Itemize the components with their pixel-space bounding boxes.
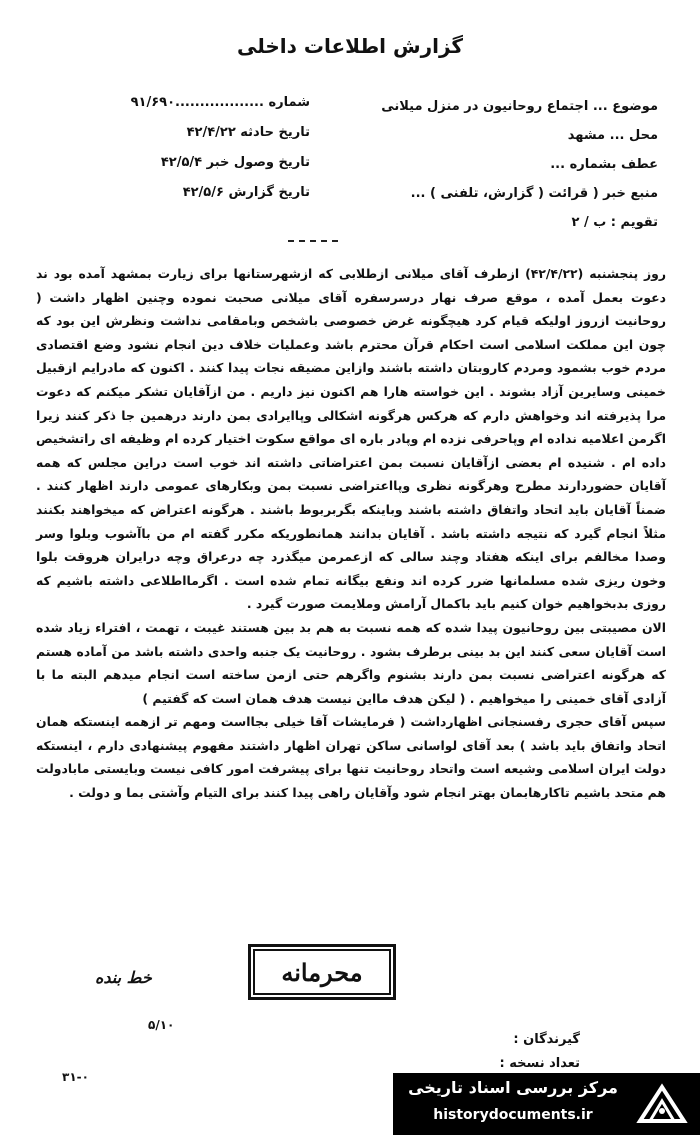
archive-logo-icon — [632, 1079, 692, 1129]
meta-reference: عطف بشماره ... — [550, 157, 658, 172]
copies-label: تعداد نسخه : — [499, 1056, 580, 1071]
meta-received-date: تاریخ وصول خبر ۴۲/۵/۴ — [160, 155, 310, 170]
meta-incident-date: تاریخ حادثه ۴۲/۴/۲۲ — [186, 125, 310, 140]
meta-place: محل ... مشهد — [567, 128, 658, 143]
report-body — [36, 262, 666, 805]
page-mark: ۵/۱۰ — [148, 1018, 175, 1032]
code-mark: ۳۱-۰ — [62, 1070, 89, 1084]
watermark-banner — [393, 1073, 700, 1135]
meta-report-date: تاریخ گزارش ۴۲/۵/۶ — [182, 185, 310, 200]
handwritten-signature: خط بنده — [95, 968, 152, 987]
meta-source: منبع خبر ( قرائت ( گزارش، تلفنی ) ... — [410, 186, 658, 201]
confidential-stamp — [248, 944, 396, 1000]
body-paragraph-3: سپس آقای حجری رفسنجانی اظهارداشت ( فرمایشات آقا خیلی بجااست ومهم تر ازهمه اینستکه همان اتحاد واتفاق باید باشد ) بعد آقای لواسانی ساکن تهران اظهار داشتند مفهوم پیشنهادی دارم ، اینستکه دولت ایران اسلامی وشیعه است واتحاد روحانیت تنها برای پیشرفت امور کافی نیست وبایستی مابادولت هم متحد باشیم تاکارهابمان بهتر انجام شود وآقایان راهی پیدا کنند برای التیام وآشتی بما و دولت . — [36, 714, 666, 801]
meta-rating: تقویم : ب / ۲ — [571, 215, 658, 230]
stamp-text: محرمانه — [281, 957, 363, 987]
meta-subject: موضوع ... اجتماع روحانیون در منزل میلانی — [381, 99, 658, 114]
recipients-block — [500, 1028, 580, 1076]
meta-right-block — [318, 92, 658, 237]
watermark-url: historydocuments.ir — [433, 1107, 593, 1123]
body-paragraph-2: الان مصیبتی بین روحانیون پیدا شده که همه نسبت به هم بد بین هستند غیبت ، تهمت ، افتراء زیاد شده است آقایان سعی کنند این بد بینی برطرف بشود . روحانیت یک جنبه واحدی داشته باشد من آماده هستم که هرگونه اعتراضی نسبت بمن دارند بشنوم واگرهم حتی ازمن ساخته است انجام میدهم البته ما با آزادی آقای خمینی را میخواهیم . ( لیکن هدف مااین نیست هدف همان است که گفتیم ) — [36, 619, 666, 706]
document-title: گزارش اطلاعات داخلی — [236, 34, 464, 58]
meta-left-block — [40, 88, 310, 208]
body-paragraph-1: روز پنجشنبه (۴۲/۴/۲۲) ازطرف آقای میلانی ازطلابی که ازشهرستانها برای زیارت بمشهد آمده بود ند دعوت بعمل آمده ، موقع صرف نهار درسرسفره آقای میلانی صحبت نموده وچنین اظهار داشت ( روحانیت ازروز اولیکه قیام کرد هیچگونه غرض خصوصی باشخص وبامقامی نداشت ونظرش این بود که چون این مملکت اسلامی است احکام قرآن محترم باشد وعملیات خلاف دین انجام نشود وضع اقتصادی مردم خوب بشمود ومردم کاروبتان داشته باشند وازاین مضیقه نجات پیدا کنند . اکنون که مادرایم ازقبیل خمینی وسایرین آزاد بشوند . این خواسته هارا هم اکنون نیز داریم . من ازآقایان تشکر میکنم که دعوت مرا پذیرفته اند وخواهش دارم که هرکس هرگونه اشکالی وپاایرادی بمن دارند درهمین جا ذکر کنند زیرا اگرمن اعلامیه نداده ام وپاحرفی نزده ام وپادر باره ای مواقع سکوت اختیار کرده ام وظیفه ای راتشخیص داده ام . شنیده ام بعضی ازآقایان نسبت بمن اعتراضاتی داشته اند خوب است دراین مجلس که همه آقایان حضوردارند مطرح وهرگونه نظری وپااعتراضی نسبت بمن وبکارهای عمومی دارند اظهار کنند . ضمناً آقایان باید اتحاد واتفاق داشته باشند وباینکه بگربربوط باشند . هرگونه اعتراض که میخواهند بکنند مثلاً انجام گیرد که نتیجه داشته باشد . آقایان بدانند همانطوریکه مکرر گفته ام من باآشوب وبلوا وسر وصدا مخالفم برای اینکه هفتاد وچند سالی که ازعمرمن میگذرد چه درعراق وچه درایران هروقت بلوا وخون ریزی شده مسلمانها ضرر کرده اند ونفع بیگانه تمام شده است . اگرمااطلاعی داشته باشیم که روزی بدبخواهیم خوان کنیم باید باکمال آرامش وملایمت صورت گیرد . — [36, 266, 666, 612]
recipients-label: گیرندگان : — [513, 1032, 580, 1047]
meta-number: شماره ..................۹۱/۶۹۰ — [130, 95, 310, 110]
watermark-org: مرکز بررسی اسناد تاریخی — [408, 1078, 618, 1097]
section-divider — [288, 240, 338, 242]
